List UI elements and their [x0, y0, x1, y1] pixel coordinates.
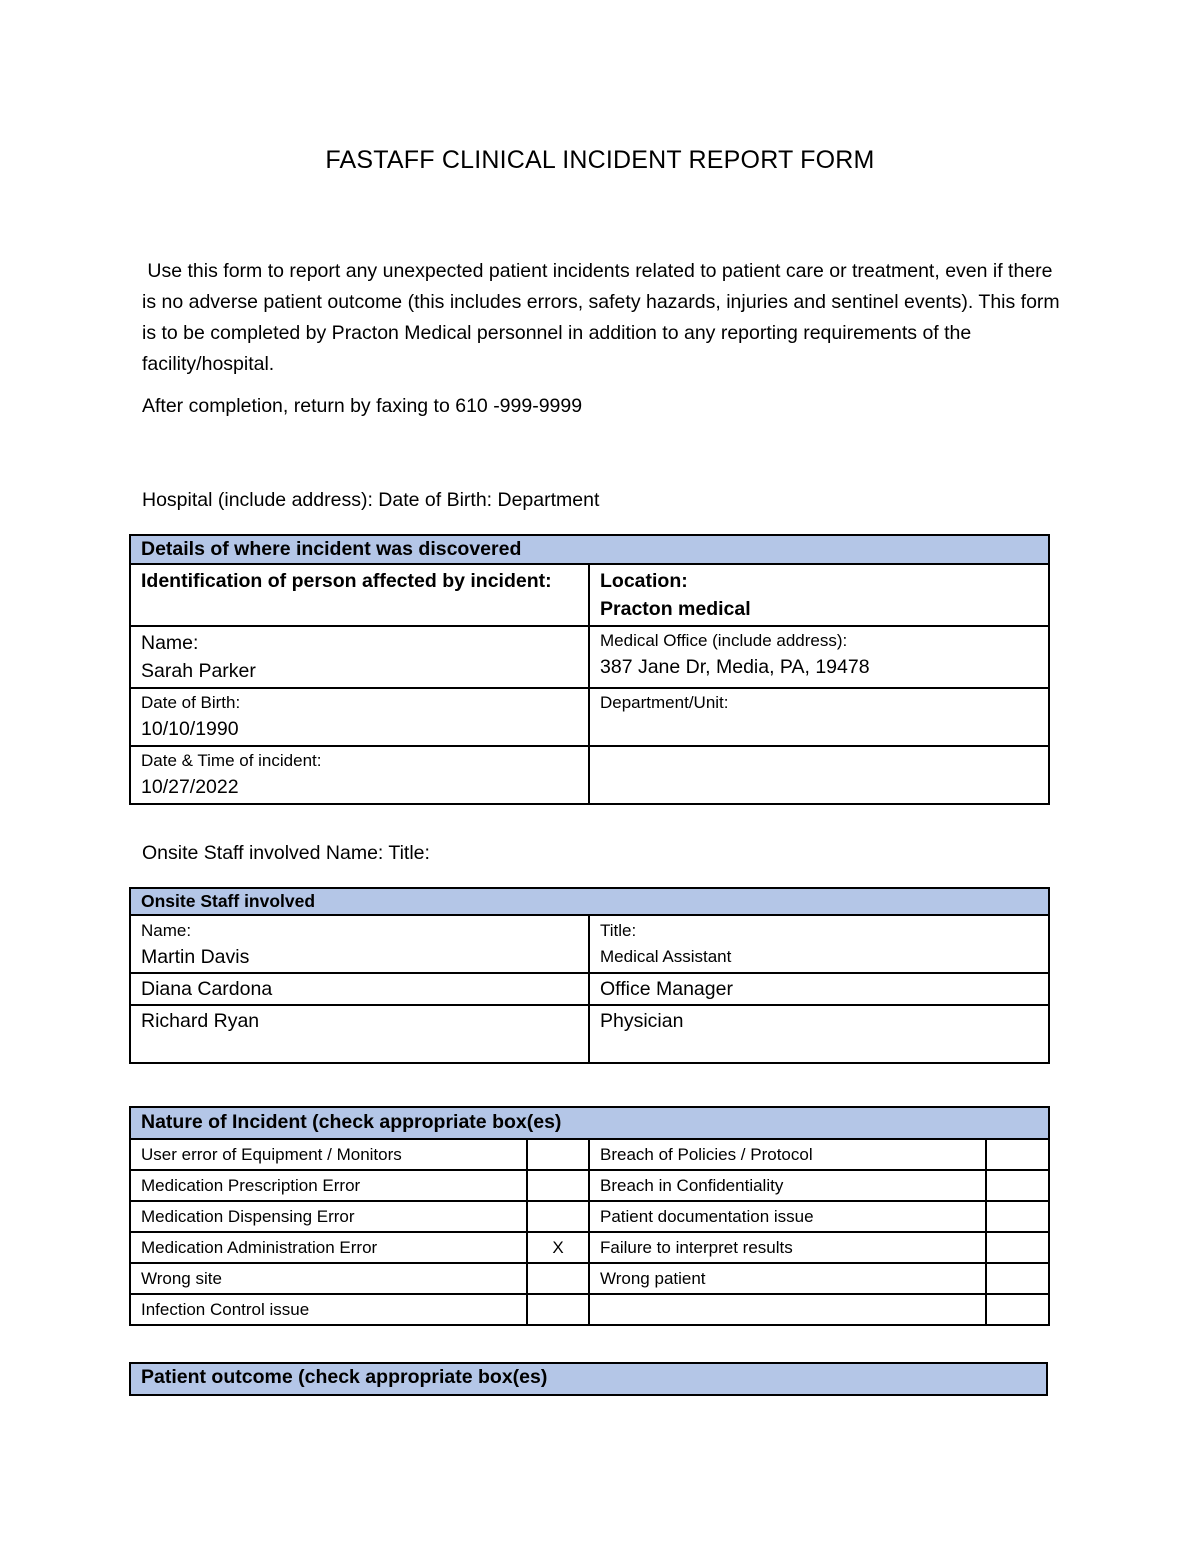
staff-header: Onsite Staff involved: [130, 888, 1049, 915]
checkbox-right[interactable]: [986, 1263, 1049, 1294]
checkbox-left[interactable]: [527, 1294, 589, 1325]
nature-option-right: Breach of Policies / Protocol: [589, 1139, 986, 1170]
nature-option-right: [589, 1294, 986, 1325]
medical-office-label: Medical Office (include address):: [600, 631, 848, 650]
name-cell[interactable]: [130, 626, 589, 688]
checkbox-left[interactable]: [527, 1201, 589, 1232]
staff-row-3: [130, 1005, 1049, 1063]
staff-name-2: Diana Cardona: [141, 978, 273, 1000]
staff-title-cell-1[interactable]: [589, 915, 1049, 973]
name-label: Name:: [141, 632, 199, 654]
nature-option-right: Failure to interpret results: [589, 1232, 986, 1263]
staff-title-cell-3[interactable]: [589, 1005, 1049, 1063]
patient-outcome-table: [129, 1362, 1048, 1396]
name-value: Sarah Parker: [141, 660, 256, 682]
checkbox-right[interactable]: [986, 1170, 1049, 1201]
staff-title-1: Medical Assistant: [600, 947, 732, 966]
hospital-line: Hospital (include address): Date of Birth: Department: [142, 489, 600, 511]
staff-name-1: Martin Davis: [141, 946, 250, 968]
person-affected-cell[interactable]: [130, 564, 589, 626]
nature-option-left: Medication Prescription Error: [130, 1170, 527, 1201]
details-header: Details of where incident was discovered: [130, 535, 1049, 564]
checkbox-left[interactable]: [527, 1170, 589, 1201]
staff-title-label: Title:: [600, 921, 637, 940]
nature-option-left: Infection Control issue: [130, 1294, 527, 1325]
staff-name-3: Richard Ryan: [141, 1010, 260, 1032]
nature-option-right: Wrong patient: [589, 1263, 986, 1294]
staff-row-1: [130, 915, 1049, 973]
location-cell[interactable]: [589, 564, 1049, 626]
nature-option-left: Wrong site: [130, 1263, 527, 1294]
person-affected-label: Identification of person affected by incident:: [141, 570, 552, 592]
nature-row-6: [130, 1294, 1049, 1325]
intro-text: Use this form to report any unexpected patient incidents related to patient care or treatment, even if there is no adverse patient outcome (this includes errors, safety hazards, injuries and sentinel events). This form is to be completed by Practon Medical personnel in addition to any reporting requirements of the facility/hospital.: [142, 260, 1060, 375]
nature-row-3: [130, 1201, 1049, 1232]
empty-cell[interactable]: [589, 746, 1049, 804]
staff-table: [129, 887, 1050, 1064]
details-row-name: [130, 626, 1049, 688]
incident-details-table: [129, 534, 1050, 805]
dob-value: 10/10/1990: [141, 718, 239, 740]
nature-option-right: Patient documentation issue: [589, 1201, 986, 1232]
staff-title-3: Physician: [600, 1010, 684, 1032]
department-cell[interactable]: [589, 688, 1049, 746]
dob-label: Date of Birth:: [141, 693, 241, 712]
staff-row-2: [130, 973, 1049, 1005]
details-row-datetime: [130, 746, 1049, 804]
department-label: Department/Unit:: [600, 693, 729, 712]
fax-note: After completion, return by faxing to 610 -999-9999: [142, 395, 583, 417]
checkbox-left[interactable]: [527, 1139, 589, 1170]
staff-header-row: [130, 888, 1049, 915]
details-row-person: [130, 564, 1049, 626]
checkbox-right[interactable]: [986, 1201, 1049, 1232]
medical-office-cell[interactable]: [589, 626, 1049, 688]
nature-row-5: [130, 1263, 1049, 1294]
location-value: Practon medical: [600, 598, 751, 620]
staff-name-cell-3[interactable]: [130, 1005, 589, 1063]
datetime-label: Date & Time of incident:: [141, 751, 322, 770]
nature-row-4: [130, 1232, 1049, 1263]
nature-option-left: Medication Dispensing Error: [130, 1201, 527, 1232]
nature-row-1: [130, 1139, 1049, 1170]
nature-option-left: User error of Equipment / Monitors: [130, 1139, 527, 1170]
datetime-value: 10/27/2022: [141, 776, 239, 798]
intro-paragraph: [142, 256, 1062, 380]
checkbox-left[interactable]: [527, 1263, 589, 1294]
staff-name-cell-2[interactable]: [130, 973, 589, 1005]
nature-option-right: Breach in Confidentiality: [589, 1170, 986, 1201]
staff-title-2: Office Manager: [600, 978, 733, 1000]
checkbox-right[interactable]: [986, 1294, 1049, 1325]
nature-row-2: [130, 1170, 1049, 1201]
checkbox-right[interactable]: [986, 1232, 1049, 1263]
staff-name-cell-1[interactable]: [130, 915, 589, 973]
outcome-header-row: [130, 1363, 1047, 1395]
page-title: FASTAFF CLINICAL INCIDENT REPORT FORM: [325, 146, 875, 174]
staff-title-cell-2[interactable]: [589, 973, 1049, 1005]
nature-of-incident-table: [129, 1106, 1050, 1326]
outcome-header: Patient outcome (check appropriate box(es): [130, 1363, 1047, 1395]
checkbox-right[interactable]: [986, 1139, 1049, 1170]
details-row-dob: [130, 688, 1049, 746]
staff-name-label: Name:: [141, 921, 192, 940]
staff-line: Onsite Staff involved Name: Title:: [142, 842, 430, 864]
details-header-row: [130, 535, 1049, 564]
checkbox-left[interactable]: X: [527, 1232, 589, 1263]
nature-header: Nature of Incident (check appropriate box(es): [130, 1107, 1049, 1139]
datetime-cell[interactable]: [130, 746, 589, 804]
nature-header-row: [130, 1107, 1049, 1139]
medical-office-value: 387 Jane Dr, Media, PA, 19478: [600, 656, 870, 678]
dob-cell[interactable]: [130, 688, 589, 746]
location-label: Location:: [600, 570, 688, 592]
nature-option-left: Medication Administration Error: [130, 1232, 527, 1263]
